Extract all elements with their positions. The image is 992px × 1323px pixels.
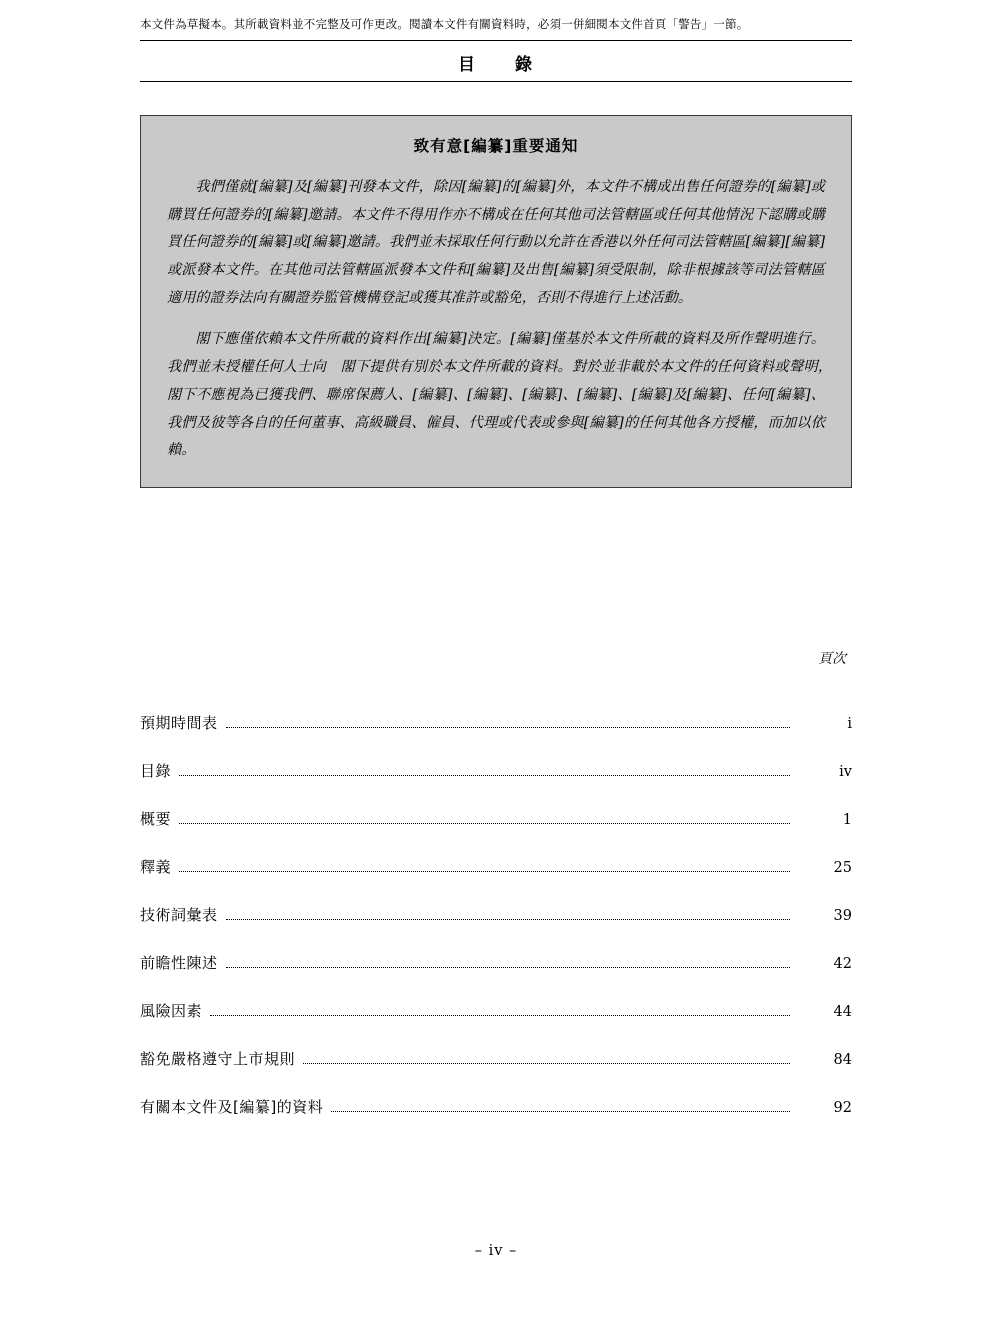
toc-leader-dots: [210, 1015, 790, 1016]
toc-entry-label: 釋義: [140, 858, 172, 876]
toc-entry[interactable]: [140, 952, 852, 1000]
draft-disclaimer-note: 本文件為草擬本。其所載資料並不完整及可作更改。閱讀本文件有關資料時，必須一併細閱本文件首頁「警告」一節。: [140, 17, 749, 31]
toc-entry-page: iv: [839, 764, 852, 780]
toc-entry-label: 目錄: [140, 762, 172, 780]
toc-entry-label: 技術詞彙表: [140, 906, 218, 924]
page-column-label: 頁次: [818, 651, 846, 667]
toc-entry[interactable]: [140, 904, 852, 952]
notice-paragraph: 閣下應僅依賴本文件所載的資料作出[編纂]決定。[編纂]僅基於本文件所載的資料及所作聲明進行。我們並未授權任何人士向 閣下提供有別於本文件所載的資料。對於並非載於本文件的任何資料或聲明， 閣下不應視為已獲我們、聯席保薦人、[編纂]、[編纂]、[編纂]、[編纂]、[編纂]及[編纂]、任何[編纂]、我們及彼等各自的任何董事、高級職員、僱員、代理或代表或參與[編纂]的任何其他各方授權，而加以依賴。: [167, 331, 840, 459]
toc-entry[interactable]: [140, 1048, 852, 1096]
toc-leader-dots: [303, 1063, 790, 1064]
toc-entry-label: 豁免嚴格遵守上市規則: [140, 1050, 296, 1068]
toc-leader-dots: [331, 1111, 790, 1112]
toc-entry-page: 84: [833, 1052, 852, 1068]
toc-entry-label: 預期時間表: [140, 714, 218, 732]
toc-entry-page: 1: [842, 812, 852, 828]
page-title: 目 錄: [458, 55, 534, 75]
toc-entry[interactable]: [140, 760, 852, 808]
table-of-contents: [140, 712, 852, 1144]
header-divider-bottom: [140, 81, 852, 82]
toc-entry-label: 風險因素: [140, 1002, 203, 1020]
toc-entry[interactable]: [140, 1000, 852, 1048]
toc-leader-dots: [179, 775, 790, 776]
toc-entry-page: 92: [833, 1100, 852, 1116]
toc-entry-page: i: [847, 716, 852, 732]
toc-entry[interactable]: [140, 1096, 852, 1144]
toc-leader-dots: [226, 919, 790, 920]
toc-leader-dots: [179, 823, 790, 824]
notice-paragraph: 我們僅就[編纂]及[編纂]刊發本文件，除因[編纂]的[編纂]外，本文件不構成出售任何證券的[編纂]或購買任何證券的[編纂]邀請。本文件不得用作亦不構成在任何其他司法管轄區或任何其他情況下認購或購買任何證券的[編纂]或[編纂]邀請。我們並未採取任何行動以允許在香港以外任何司法管轄區[編纂][編纂]或派發本文件。在其他司法管轄區派發本文件和[編纂]及出售[編纂]須受限制，除非根據該等司法管轄區適用的證券法向有關證券監管機構登記或獲其准許或豁免，否則不得進行上述活動。: [167, 179, 825, 306]
notice-title: 致有意[編纂]重要通知: [413, 137, 579, 155]
toc-leader-dots: [226, 967, 790, 968]
header-divider-top: [140, 40, 852, 41]
toc-entry-page: 39: [833, 908, 852, 924]
toc-entry-label: 概要: [140, 810, 172, 828]
toc-entry-page: 42: [833, 956, 852, 972]
toc-entry-page: 44: [833, 1004, 852, 1020]
toc-entry[interactable]: [140, 808, 852, 856]
toc-entry-label: 有關本文件及[編纂]的資料: [140, 1098, 324, 1116]
toc-entry[interactable]: [140, 856, 852, 904]
important-notice-box: [140, 115, 852, 488]
toc-entry-label: 前瞻性陳述: [140, 954, 218, 972]
toc-entry[interactable]: [140, 712, 852, 760]
toc-leader-dots: [179, 871, 790, 872]
toc-leader-dots: [226, 727, 790, 728]
page-number-footer: – iv –: [474, 1243, 518, 1259]
toc-entry-page: 25: [833, 860, 852, 876]
